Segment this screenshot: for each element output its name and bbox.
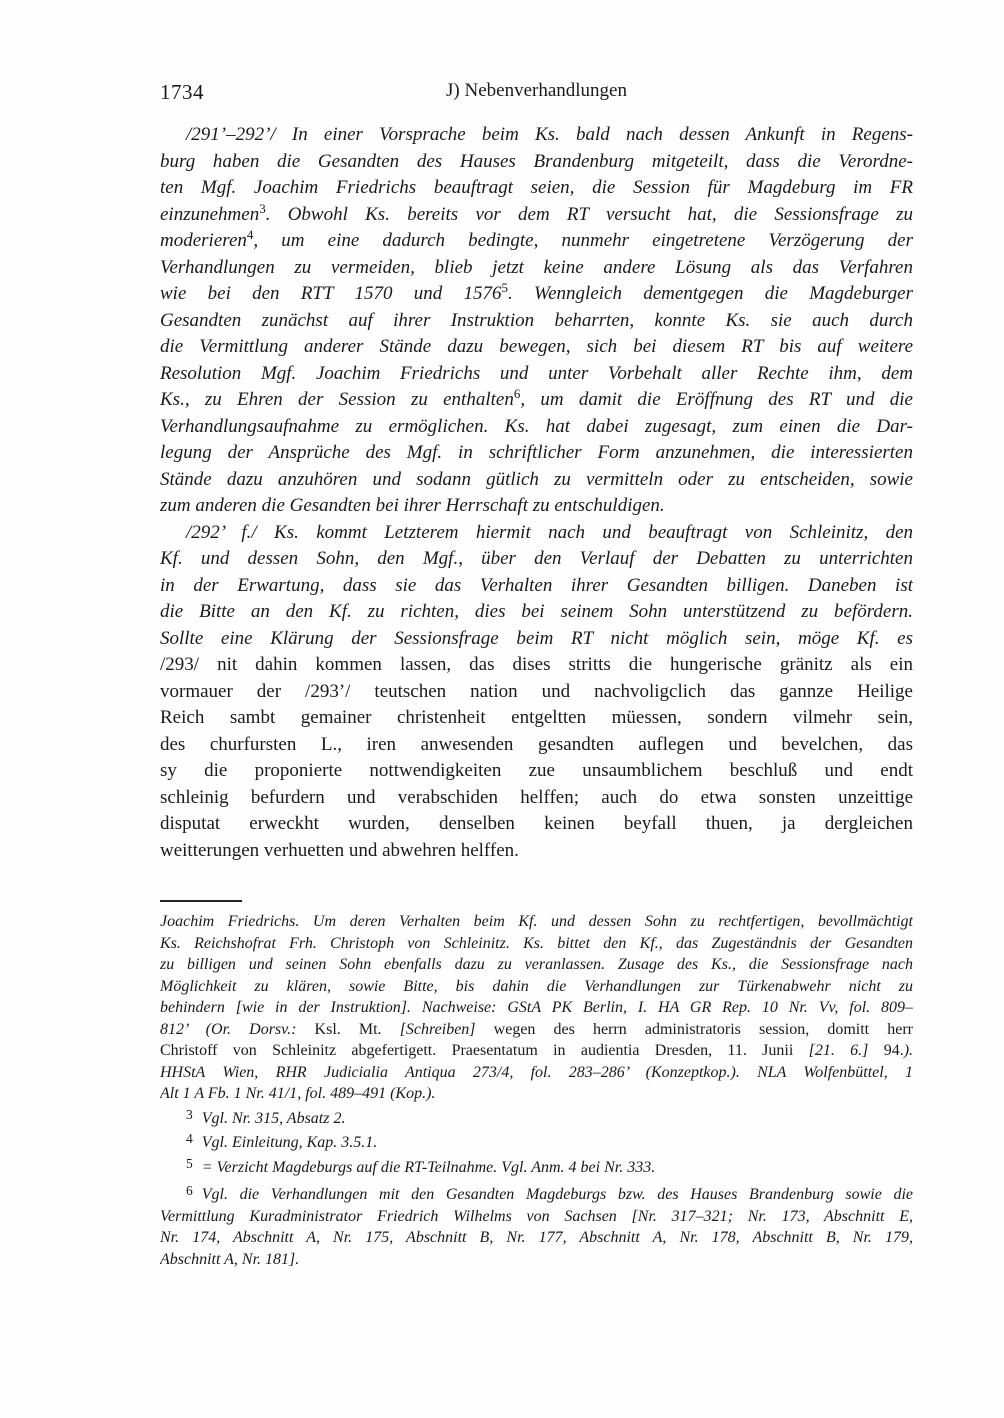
text-line [160, 785, 913, 812]
text-segment: ten Mgf. Joachim Friedrichs beauftragt seien, die Session für Magdeburg im FR [160, 177, 913, 198]
text-line [160, 281, 913, 308]
text-segment: Ks., zu Ehren der Session zu enthalten [160, 389, 514, 410]
text-line [160, 255, 913, 282]
text-line [160, 705, 913, 732]
footnote-continuation [160, 911, 913, 1105]
text-line [160, 811, 913, 838]
text-segment: vormauer der /293’/ teutschen nation und nachvoligclich das gannze Heilige [160, 680, 913, 702]
text-segment: Abschnitt A, Nr. 181]. [160, 1250, 300, 1268]
text-segment: Ks. Reichshofrat Frh. Christoph von Schleinitz. Ks. bittet den Kf., das Zugeständnis der Gesandten [160, 934, 913, 952]
text-line [160, 976, 913, 998]
page-header [160, 80, 913, 107]
text-segment: des churfursten L., iren anwesenden gesandten auflegen und bevelchen, das [160, 733, 913, 755]
summary-paragraph-1 [160, 122, 913, 520]
text-segment: Möglichkeit zu klären, sowie Bitte, bis dahin die Verhandlungen zur Türkenabwehr nicht zu [160, 977, 913, 995]
footnote-ref-number: 3 [259, 201, 266, 216]
page-number: 1734 [160, 80, 204, 104]
text-line [160, 493, 913, 520]
footnote-ref-number: 4 [246, 228, 254, 242]
text-segment: Resolution Mgf. Joachim Friedrichs und unter Vorbehalt aller Rechte ihm, dem [160, 362, 913, 384]
text-line [160, 546, 913, 573]
text-segment: sy die proponierte nottwendigkeiten zue unsaumblichem beschluß und endt [160, 760, 913, 781]
summary-paragraph-2 [160, 520, 913, 865]
text-segment: schleinig befurdern und verabschiden helffen; auch do etwa sonsten unzeittige [160, 786, 913, 808]
footnote-3 [160, 1108, 913, 1130]
text-segment: HHStA Wien, RHR Judicialia Antiqua 273/4, fol. 283–286’ (Konzeptkop.). NLA Wolfenbüttel, 1 [160, 1063, 913, 1081]
text-segment: moderieren [160, 230, 247, 251]
text-segment: Sollte eine Klärung der Sessionsfrage beim RT nicht möglich sein, möge Kf. es [160, 627, 913, 649]
text-line [160, 387, 913, 414]
text-segment: 812’ (Or. Dorsv.: [160, 1020, 315, 1038]
text-line [160, 933, 913, 955]
footnote-6 [160, 1184, 913, 1270]
text-line [160, 954, 913, 976]
text-segment: [21. 6.] [808, 1042, 884, 1059]
text-segment: = Verzicht Magdeburgs auf die RT-Teilnahme. Vgl. Anm. 4 bei Nr. 333. [201, 1158, 656, 1176]
text-segment: Vgl. Einleitung, Kap. 3.5.1. [201, 1134, 378, 1151]
main-text [160, 122, 913, 864]
text-segment: Verhandlungsaufnahme zu ermöglichen. Ks. hat dabei zugesagt, zum einen die Dar- [160, 415, 913, 437]
text-segment: Gesandten zunächst auf ihrer Instruktion beharrten, konnte Ks. sie auch durch [160, 309, 913, 331]
text-line [160, 467, 913, 494]
footnote-ref-number: 3 [186, 1107, 193, 1122]
text-line [160, 1108, 913, 1130]
text-segment: einzunehmen [160, 203, 260, 225]
text-segment: burg haben die Gesandten des Hauses Brandenburg mitgeteilt, dass die Verordne- [160, 150, 913, 172]
text-line [160, 1184, 913, 1206]
text-line [160, 1062, 913, 1084]
text-segment: , um damit die Eröffnung des RT und die [520, 389, 913, 410]
text-line [160, 758, 913, 785]
page-content [160, 80, 913, 1270]
text-segment: , um eine dadurch bedingte, nunmehr eingetretene Verzögerung der [253, 230, 913, 251]
footnote-ref-number: 4 [186, 1132, 193, 1146]
footnote-ref-number: 5 [186, 1156, 193, 1171]
text-segment: Vgl. die Verhandlungen mit den Gesandten Magdeburgs bzw. des Hauses Brandenburg sowie die [201, 1186, 913, 1203]
text-segment: behindern [wie in der Instruktion]. Nachweise: GStA PK Berlin, I. HA GR Rep. 10 Nr. Vv, fol. 809– [160, 999, 913, 1016]
text-line [160, 1206, 913, 1228]
text-line [160, 1249, 913, 1271]
footnote-ref-number: 5 [501, 281, 509, 295]
text-line [160, 361, 913, 388]
text-segment: Verhandlungen zu vermeiden, blieb jetzt keine andere Lösung als das Verfahren [160, 256, 913, 278]
text-line [160, 1040, 913, 1062]
text-line [160, 334, 913, 361]
text-segment: in der Erwartung, dass sie das Verhalten ihrer Gesandten billigen. Daneben ist [160, 574, 913, 596]
footnote-separator-rule [160, 900, 242, 902]
text-line [160, 175, 913, 202]
text-line [160, 520, 913, 547]
text-line [160, 1132, 913, 1154]
text-segment: Christoff von Schleinitz abgefertigett. Praesentatum in audientia Dresden, 11. Junii [160, 1042, 809, 1059]
text-segment: wie bei den RTT 1570 und 1576 [160, 283, 502, 304]
text-segment: . Obwohl Ks. bereits vor dem RT versucht hat, die Sessionsfrage zu [265, 203, 913, 225]
text-line [160, 1083, 913, 1105]
text-line [160, 1227, 913, 1249]
text-line [160, 414, 913, 441]
text-segment: Reich sambt gemainer christenheit entgeltten müessen, sondern vilmehr sein, [160, 707, 913, 728]
text-line [160, 679, 913, 706]
text-line [160, 308, 913, 335]
text-line [160, 911, 913, 933]
text-line [160, 652, 913, 679]
text-segment: Vgl. Nr. 315, Absatz 2. [201, 1109, 346, 1127]
footnote-ref-number: 6 [186, 1184, 193, 1198]
text-line [160, 202, 913, 229]
text-line [160, 626, 913, 653]
text-segment: /292’ f./ Ks. kommt Letzterem hiermit nach und beauftragt von Schleinitz, den [186, 521, 913, 543]
text-line [160, 997, 913, 1019]
text-segment: die Bitte an den Kf. zu richten, dies bei seinem Sohn unterstützend zu befördern. [160, 601, 913, 622]
text-line [160, 228, 913, 255]
text-segment: Nr. 174, Abschnitt A, Nr. 175, Abschnitt B, Nr. 177, Abschnitt A, Nr. 178, Abschnitt B, Nr. 179, [160, 1229, 913, 1246]
text-segment: wegen des herrn administratoris session, domitt herr [493, 1020, 913, 1038]
footnote-4 [160, 1132, 913, 1154]
text-segment: Alt 1 A Fb. 1 Nr. 41/1, fol. 489–491 (Kop.). [160, 1085, 436, 1102]
text-segment: weitterungen verhuetten und abwehren helffen. [160, 839, 519, 861]
footnote-area [160, 911, 913, 1270]
text-line [160, 1157, 913, 1179]
text-line [160, 573, 913, 600]
text-segment: legung der Ansprüche des Mgf. in schriftlicher Form anzunehmen, die interessierten [160, 442, 913, 463]
text-line [160, 1019, 913, 1041]
text-line [160, 122, 913, 149]
text-segment: Vermittlung Kuradministrator Friedrich Wilhelms von Sachsen [Nr. 317–321; Nr. 173, Abschnitt E, [160, 1207, 913, 1225]
text-line [160, 838, 913, 865]
text-segment: disputat erweckht wurden, denselben keinen beyfall thuen, ja dergleichen [160, 813, 913, 834]
text-segment: Joachim Friedrichs. Um deren Verhalten beim Kf. und dessen Sohn zu rechtfertigen, bevollmächtigt [160, 913, 913, 930]
text-segment: zu billigen und seinen Sohn ebenfalls dazu zu veranlassen. Zusage des Ks., die Sessionsfrage nach [160, 956, 913, 973]
running-head: J) Nebenverhandlungen [446, 80, 627, 101]
text-line [160, 599, 913, 626]
text-line [160, 440, 913, 467]
text-segment: [Schreiben] [399, 1020, 494, 1038]
footnote-5 [160, 1157, 913, 1179]
text-segment: Kf. und dessen Sohn, den Mgf., über den Verlauf der Debatten zu unterrichten [160, 548, 913, 569]
text-segment: 94. [883, 1042, 904, 1059]
text-segment: zum anderen die Gesandten bei ihrer Herrschaft zu entschuldigen. [160, 495, 665, 516]
text-line [160, 732, 913, 759]
footnote-ref-number: 6 [513, 387, 521, 401]
text-segment: /291’–292’/ In einer Vorsprache beim Ks. bald nach dessen Ankunft in Regens- [186, 124, 913, 145]
text-line [160, 149, 913, 176]
text-segment: /293/ nit dahin kommen lassen, das dises stritts die hungerische gränitz als ein [160, 654, 913, 675]
text-segment: Stände dazu anzuhören und sodann gütlich zu vermitteln oder zu entscheiden, sowie [160, 468, 913, 490]
text-segment: die Vermittlung anderer Stände dazu bewegen, sich bei diesem RT bis auf weitere [160, 336, 913, 357]
text-segment: ). [903, 1042, 913, 1059]
text-segment: . Wenngleich dementgegen die Magdeburger [508, 283, 913, 304]
text-segment: Ksl. Mt. [314, 1020, 400, 1038]
